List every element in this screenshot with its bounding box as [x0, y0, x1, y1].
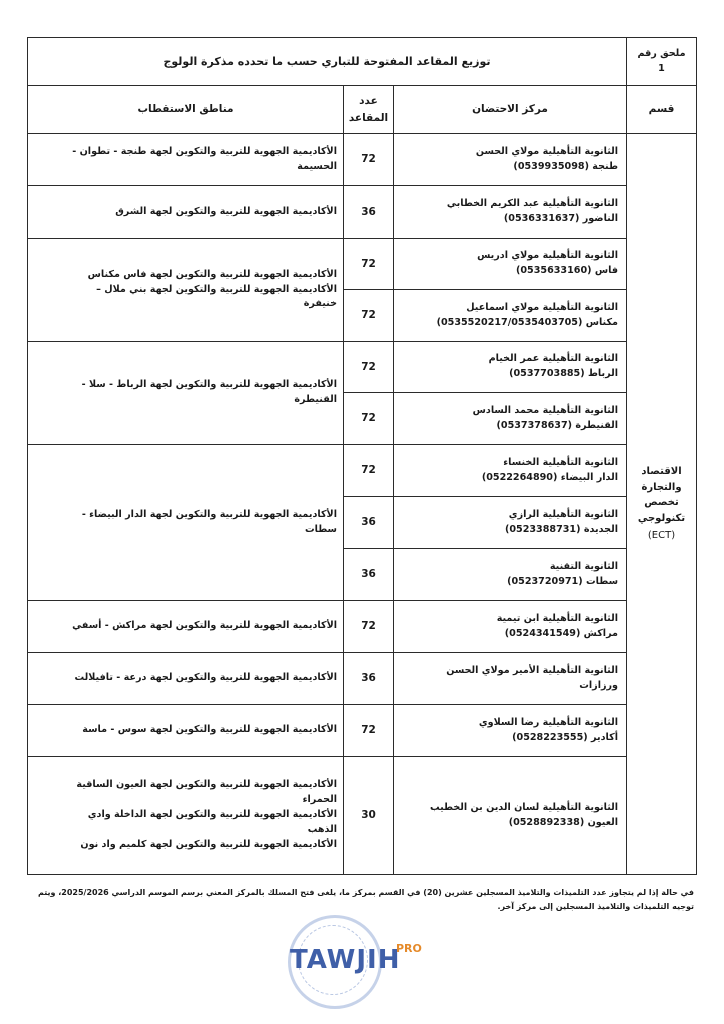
center-cell	[394, 653, 627, 705]
header-seats	[344, 86, 394, 134]
center-city-phone: مكناس (0535520217/0535403705)	[436, 316, 618, 328]
region-line: الأكاديمية الجهوية للتربية والتكوين لجهة الرباط - سلا -	[81, 379, 337, 391]
center-city-phone: الناضور (0536331637)	[503, 213, 618, 224]
region-line: الأكاديمية الجهوية للتربية والتكوين لجهة فاس مكناس	[87, 268, 337, 280]
center-cell	[394, 445, 627, 497]
region-cell	[28, 445, 344, 601]
center-name: الثانوية التأهيلية ابن تيمية	[496, 612, 618, 624]
table-row	[28, 705, 697, 757]
center-cell	[394, 342, 627, 393]
region-cell	[28, 601, 344, 653]
seats-count: 36	[344, 186, 394, 239]
region-cell	[28, 757, 344, 875]
department-abbr: (ECT)	[647, 530, 676, 542]
center-city-phone: فاس (0535633160)	[515, 265, 618, 276]
region-line: الحمراء	[302, 794, 337, 806]
center-name: الثانوية التأهيلية محمد السادس	[472, 404, 618, 416]
center-cell	[394, 134, 627, 186]
region-line: الأكاديمية الجهوية للتربية والتكوين لجهة الداخلة وادي	[87, 809, 337, 821]
region-line: الأكاديمية الجهوية للتربية والتكوين لجهة كلميم واد نون	[80, 838, 337, 850]
region-line: الأكاديمية الجهوية للتربية والتكوين لجهة طنجة - تطوان -	[72, 145, 337, 157]
center-name: الثانوية التأهيلية الرازي	[508, 508, 618, 520]
annex-cell	[627, 38, 697, 86]
region-line: خنيفرة	[303, 298, 337, 310]
header-seats-text: عدد المقاعد	[348, 95, 389, 124]
center-city-phone: الجديدة (0523388731)	[504, 523, 618, 535]
document-title: توزيع المقاعد المفتوحة للتباري حسب ما تحدده مذكرة الولوج	[28, 38, 627, 86]
table-row	[28, 134, 697, 186]
seats-count: 72	[344, 290, 394, 342]
center-cell	[394, 186, 627, 239]
center-city-phone: الرباط (0537703885)	[509, 368, 618, 379]
department-line: والتجارة	[641, 481, 682, 493]
logo-suffix: PRO	[396, 942, 422, 955]
seats-count: 72	[344, 134, 394, 186]
footnote: في حالة إذا لم يتجاوز عدد التلميذات والتلاميذ المسجلين عشرين (20) في القسم بمركز ما، يلغى فتح المسلك بالمركز المعني برسم الموسم الدراسي 2025/2026، ويتم توجيه التلميذات والتلاميذ المسجلين إلى مركز آخر.	[37, 888, 694, 911]
region-line: الحسيمة	[297, 160, 337, 172]
center-city-phone: طنجة (0539935098)	[513, 160, 618, 172]
region-cell	[28, 239, 344, 342]
seats-count: 72	[344, 601, 394, 653]
seats-count: 36	[344, 497, 394, 549]
center-city-phone: العيون (0528892338)	[508, 816, 618, 828]
header-center: مركز الاحتضان	[394, 86, 627, 134]
seats-count: 72	[344, 445, 394, 497]
department-line: تكنولوجي	[637, 512, 686, 524]
table-row	[28, 342, 697, 393]
table-row	[28, 653, 697, 705]
center-name: الثانوية التأهيلية عمر الخيام	[488, 353, 618, 365]
watermark-logo	[288, 915, 443, 1005]
region-cell	[28, 134, 344, 186]
region-line: سطات	[304, 523, 337, 535]
center-city-phone: أكادير (0528223555)	[512, 731, 618, 743]
table-row	[28, 757, 697, 875]
center-cell	[394, 290, 627, 342]
center-name: الثانوية التأهيلية مولاي الحسن	[475, 145, 618, 157]
header-department: قسم	[627, 86, 697, 134]
region-cell	[28, 186, 344, 239]
center-name: الثانوية التأهيلية الخنساء	[503, 456, 618, 468]
department-cell	[627, 134, 697, 875]
seats-count: 72	[344, 393, 394, 445]
center-cell	[394, 757, 627, 875]
region-line: الأكاديمية الجهوية للتربية والتكوين لجهة الدار البيضاء -	[81, 508, 337, 520]
center-city-phone: ورزازات	[579, 679, 618, 691]
table-row	[28, 239, 697, 290]
center-cell	[394, 239, 627, 290]
seats-count: 30	[344, 757, 394, 875]
header-regions: مناطق الاستقطاب	[28, 86, 344, 134]
annex-number: 1	[658, 62, 665, 74]
region-line: الأكاديمية الجهوية للتربية والتكوين لجهة بني ملال –	[96, 283, 337, 295]
center-name: الثانوية التأهيلية رضا السلاوي	[478, 716, 618, 728]
center-cell	[394, 549, 627, 601]
center-cell	[394, 705, 627, 757]
region-cell	[28, 705, 344, 757]
center-name: الثانوية التأهيلية الأمير مولاي الحسن	[446, 664, 618, 676]
region-line: الأكاديمية الجهوية للتربية والتكوين لجهة العيون الساقية	[76, 779, 337, 791]
region-line: الأكاديمية الجهوية للتربية والتكوين لجهة مراكش - أسفي	[72, 620, 337, 632]
department-line: تخصص	[644, 497, 679, 509]
center-name: الثانوية التأهيلية مولاي ادريس	[477, 250, 618, 262]
center-cell	[394, 601, 627, 653]
table-row	[28, 601, 697, 653]
seats-count: 36	[344, 653, 394, 705]
table-row	[28, 445, 697, 497]
region-line: الذهب	[307, 823, 337, 835]
seats-distribution-table	[27, 37, 697, 875]
center-cell	[394, 393, 627, 445]
department-line: الاقتصاد	[641, 466, 682, 478]
center-name: الثانوية التأهيلية لسان الدين بن الخطيب	[429, 801, 618, 813]
center-city-phone: سطات (0523720971)	[507, 575, 618, 587]
center-city-phone: القنيطرة (0537378637)	[496, 419, 618, 431]
center-name: الثانوية التأهيلية مولاي اسماعيل	[466, 301, 618, 313]
center-city-phone: الدار البيضاء (0522264890)	[481, 471, 618, 483]
seats-count: 72	[344, 342, 394, 393]
region-line: الأكاديمية الجهوية للتربية والتكوين لجهة درعة - تافيلالت	[74, 672, 337, 684]
center-cell	[394, 497, 627, 549]
table-row	[28, 186, 697, 239]
seats-count: 72	[344, 705, 394, 757]
center-name: الثانوية التقنية	[549, 560, 618, 572]
seats-count: 72	[344, 239, 394, 290]
region-cell	[28, 342, 344, 445]
region-line: الأكاديمية الجهوية للتربية والتكوين لجهة الشرق	[115, 205, 337, 217]
logo-brand: TAWJIH	[290, 945, 401, 975]
center-name: الثانوية التأهيلية عبد الكريم الخطابي	[446, 198, 618, 210]
center-city-phone: مراكش (0524341549)	[504, 627, 618, 639]
annex-label: ملحق رقم	[637, 47, 686, 59]
seats-count: 36	[344, 549, 394, 601]
region-line: القنيطرة	[294, 394, 337, 405]
region-cell	[28, 653, 344, 705]
region-line: الأكاديمية الجهوية للتربية والتكوين لجهة سوس - ماسة	[82, 724, 337, 736]
